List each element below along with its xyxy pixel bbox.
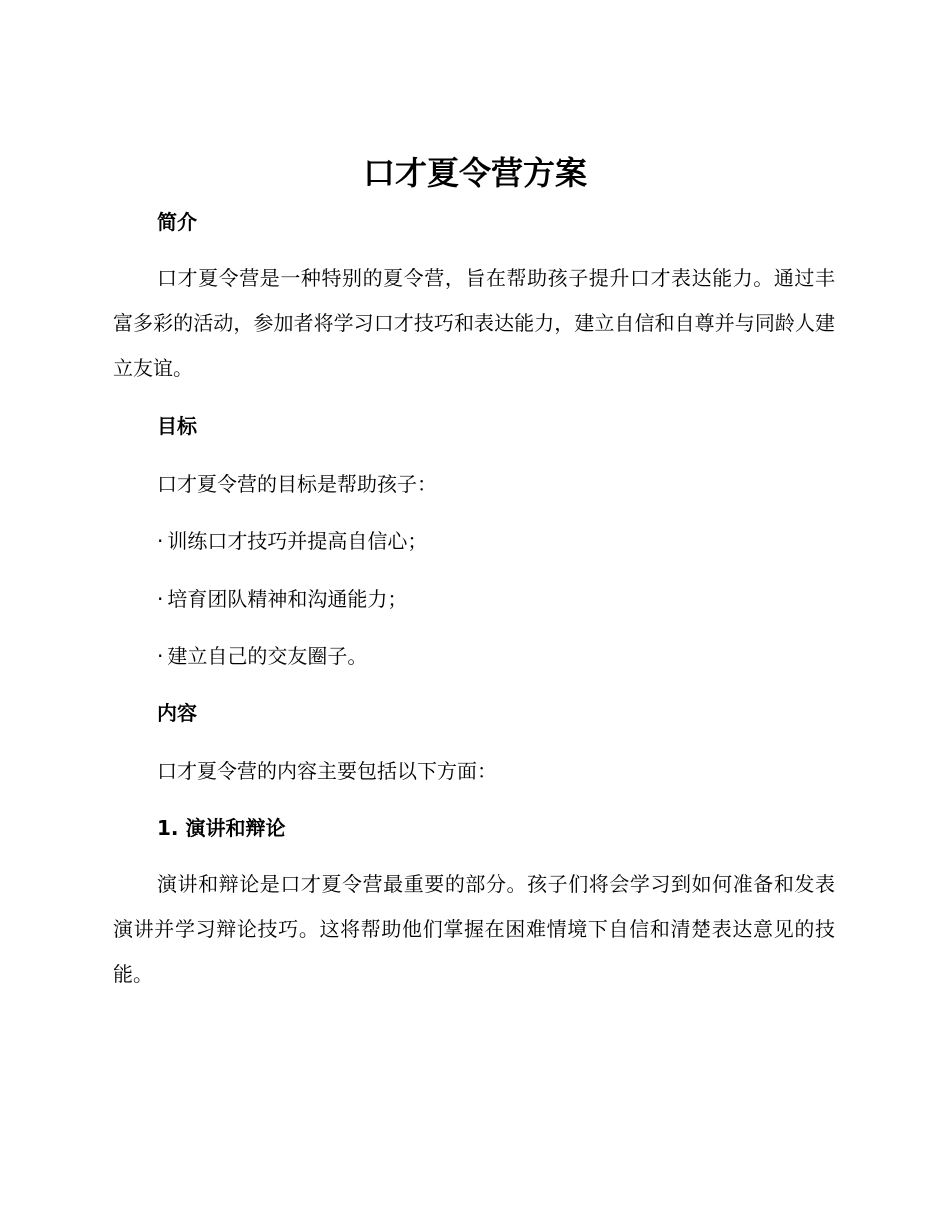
goal-list-item bbox=[157, 527, 427, 555]
section-heading-content: 内容 bbox=[157, 701, 197, 725]
goal-item-text: 建立自己的交友圈子。 bbox=[167, 644, 368, 668]
intro-paragraph: 口才夏令营是一种特别的夏令营，旨在帮助孩子提升口才表达能力。通过丰富多彩的活动，参加者将学习口才技巧和表达能力，建立自信和自尊并与同龄人建立友谊。 bbox=[113, 266, 835, 380]
bullet-icon: · bbox=[157, 587, 164, 611]
goal-list-item bbox=[157, 585, 407, 613]
content-lead-text: 口才夏令营的内容主要包括以下方面： bbox=[157, 759, 497, 783]
document-title: 口才夏令营方案 bbox=[362, 154, 587, 192]
section-heading-goals: 目标 bbox=[157, 414, 197, 438]
goals-lead-text: 口才夏令营的目标是帮助孩子： bbox=[157, 472, 437, 496]
subsection-heading-speech-debate: 1. 演讲和辩论 bbox=[157, 816, 286, 840]
bullet-icon: · bbox=[157, 644, 164, 668]
goal-item-text: 培育团队精神和沟通能力； bbox=[167, 587, 408, 611]
bullet-icon: · bbox=[157, 529, 164, 553]
speech-debate-paragraph: 演讲和辩论是口才夏令营最重要的部分。孩子们将会学习到如何准备和发表演讲并学习辩论技巧。这将帮助他们掌握在困难情境下自信和清楚表达意见的技能。 bbox=[113, 872, 835, 986]
section-heading-intro: 简介 bbox=[157, 210, 197, 234]
goal-list-item bbox=[157, 642, 367, 670]
goal-item-text: 训练口才技巧并提高自信心； bbox=[167, 529, 428, 553]
